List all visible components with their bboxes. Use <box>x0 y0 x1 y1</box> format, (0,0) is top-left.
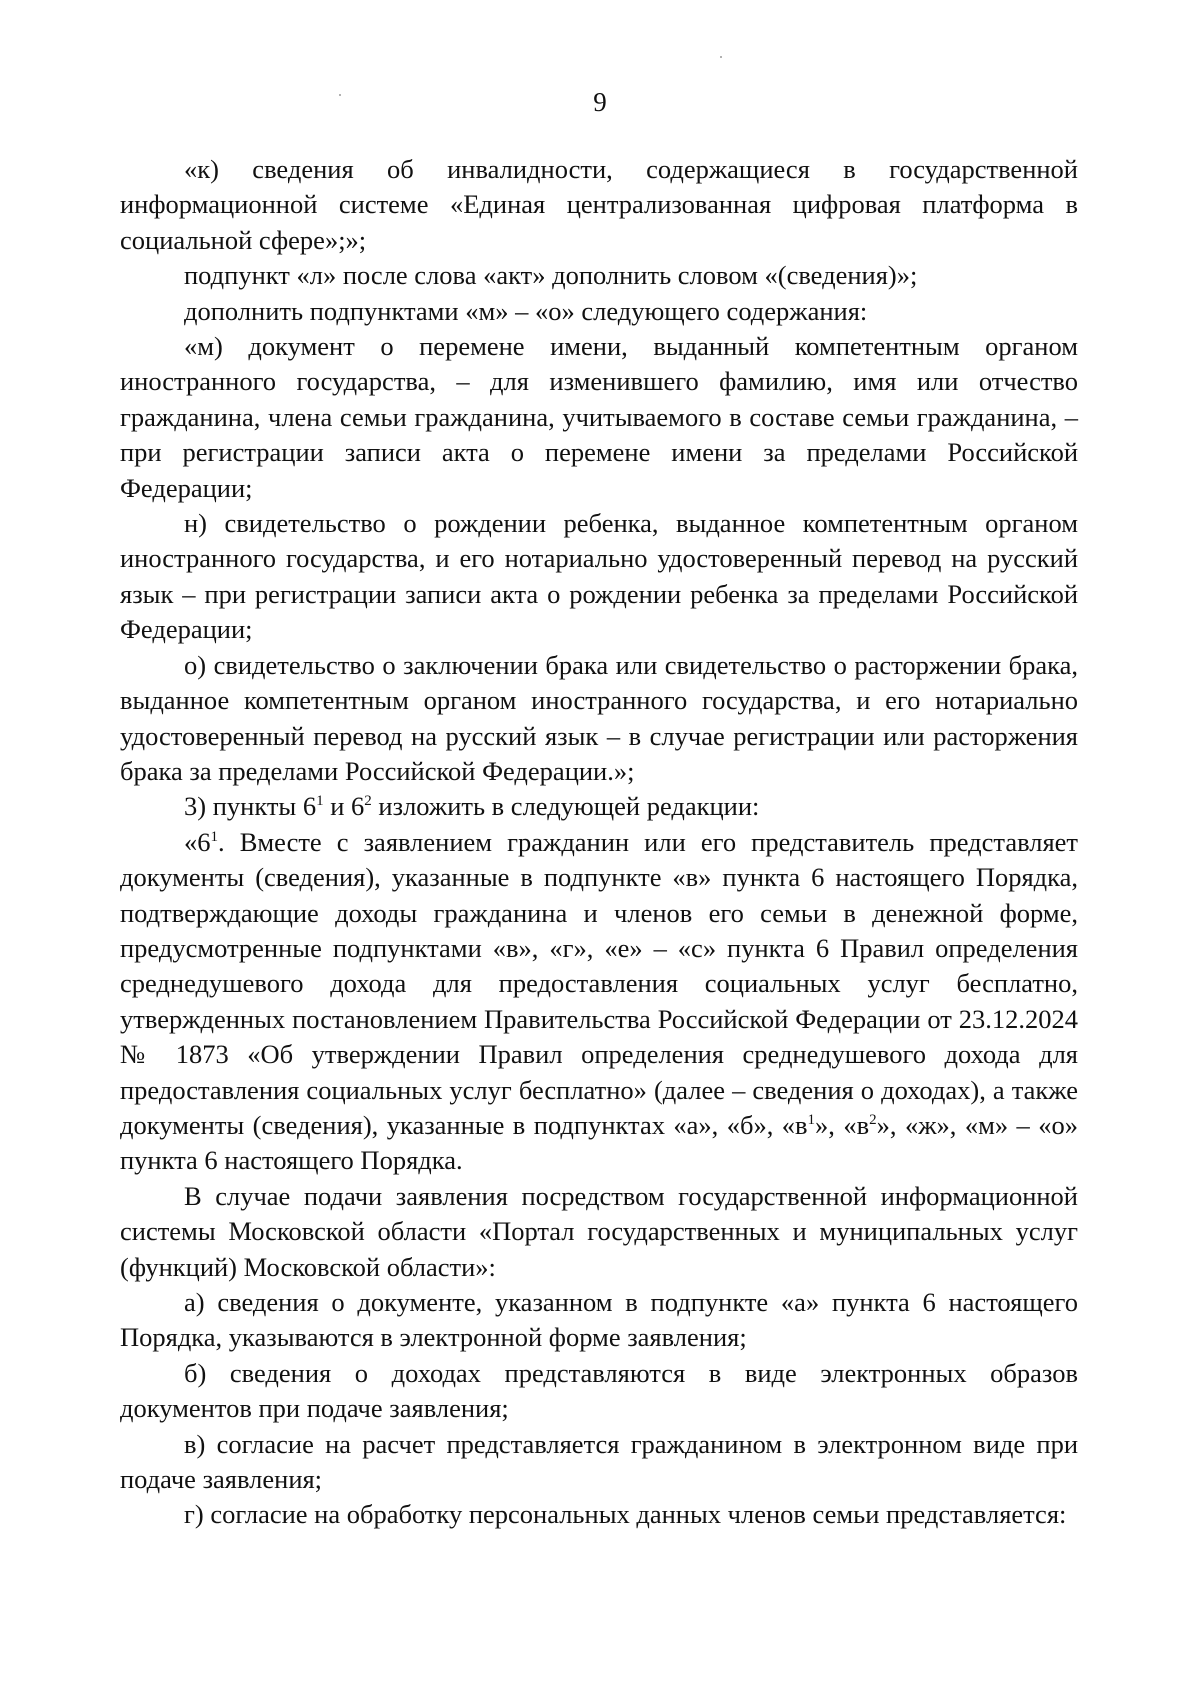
paragraph-l-amend: подпункт «л» после слова «акт» дополнить словом «(сведения)»; <box>184 260 918 291</box>
item61-text-a: . Вместе с заявлением гражданин или его представитель представляет документы (сведения), указанные в подпункте «в» пункта 6 настоящего Порядка, подтверждающие доходы гражданина и членов его семьи в денежной форме, предусмотренные подпунктами «в», «г», «е» – «с» пункта 6 Правил определения среднедушевого дохода для предоставления социальных услуг бесплатно, утвержденных постановлением Правительства Российской Федерации от 23.12.2024 № 1873 «Об утверждении Правил определения среднедушевого дохода для предоставления социальных услуг бесплатно» (далее – сведения о доходах), а также документы (сведения), указанные в подпунктах «а», «б», «в <box>120 826 1078 1140</box>
scan-speck <box>720 56 722 58</box>
paragraph-n: н) свидетельство о рождении ребенка, выданное компетентным органом иностранного государства, и его нотариально удостоверенный перевод на русский язык – при регистрации записи акта о рождении ребенка за пределами Российской Федерации; <box>120 508 1078 645</box>
paragraph-portal-v: в) согласие на расчет представляется гражданином в электронном виде при подаче заявления; <box>120 1428 1078 1495</box>
item3-sup-2: 2 <box>364 793 372 810</box>
item61-prefix: «6 <box>184 826 211 857</box>
item61-text-c: », «ж», «м» – «о» пункта 6 настоящего Порядка. <box>120 1109 1078 1176</box>
item3-suffix: изложить в следующей редакции: <box>371 791 760 822</box>
paragraph-k: «к) сведения об инвалидности, содержащиеся в государственной информационной системе «Единая централизованная цифровая платформа в социальной сфере»;»; <box>120 154 1078 255</box>
document-body <box>120 152 1078 1533</box>
item61-text-b: », «в <box>815 1109 870 1140</box>
item3-sup-1: 1 <box>316 793 324 810</box>
item61-sup-b2: 2 <box>869 1112 877 1129</box>
paragraph-portal: В случае подачи заявления посредством государственной информационной системы Московской области «Портал государственных и муниципальных услуг (функций) Московской области»: <box>120 1180 1078 1282</box>
item3-prefix: 3) пункты 6 <box>184 791 317 822</box>
paragraph-portal-b: б) сведения о доходах представляются в виде электронных образов документов при подаче заявления; <box>120 1357 1078 1424</box>
paragraph-m: «м) документ о перемене имени, выданный компетентным органом иностранного государства, – для изменившего фамилию, имя или отчество гражданина, члена семьи гражданина, учитываемого в составе семьи гражданина, – при регистрации записи акта о перемене имени за пределами Российской Федерации; <box>120 331 1078 503</box>
paragraph-6-1 <box>120 825 1078 1179</box>
paragraph-add-subitems: дополнить подпунктами «м» – «о» следующего содержания: <box>184 295 868 326</box>
item61-sup-b1: 1 <box>807 1112 816 1129</box>
item61-sup: 1 <box>210 828 218 845</box>
paragraph-portal-g: г) согласие на обработку персональных данных членов семьи представляется: <box>184 1499 1067 1530</box>
paragraph-item-3 <box>120 789 1078 824</box>
item3-middle: и 6 <box>323 791 365 822</box>
paragraph-portal-a: а) сведения о документе, указанном в подпункте «а» пункта 6 настоящего Порядка, указываются в электронной форме заявления; <box>120 1287 1078 1353</box>
paragraph-o: о) свидетельство о заключении брака или свидетельство о расторжении брака, выданное компетентным органом иностранного государства, и его нотариально удостоверенный перевод на русский язык – в случае регистрации или расторжения брака за пределами Российской Федерации.»; <box>120 649 1078 786</box>
page-number: 9 <box>593 87 607 117</box>
